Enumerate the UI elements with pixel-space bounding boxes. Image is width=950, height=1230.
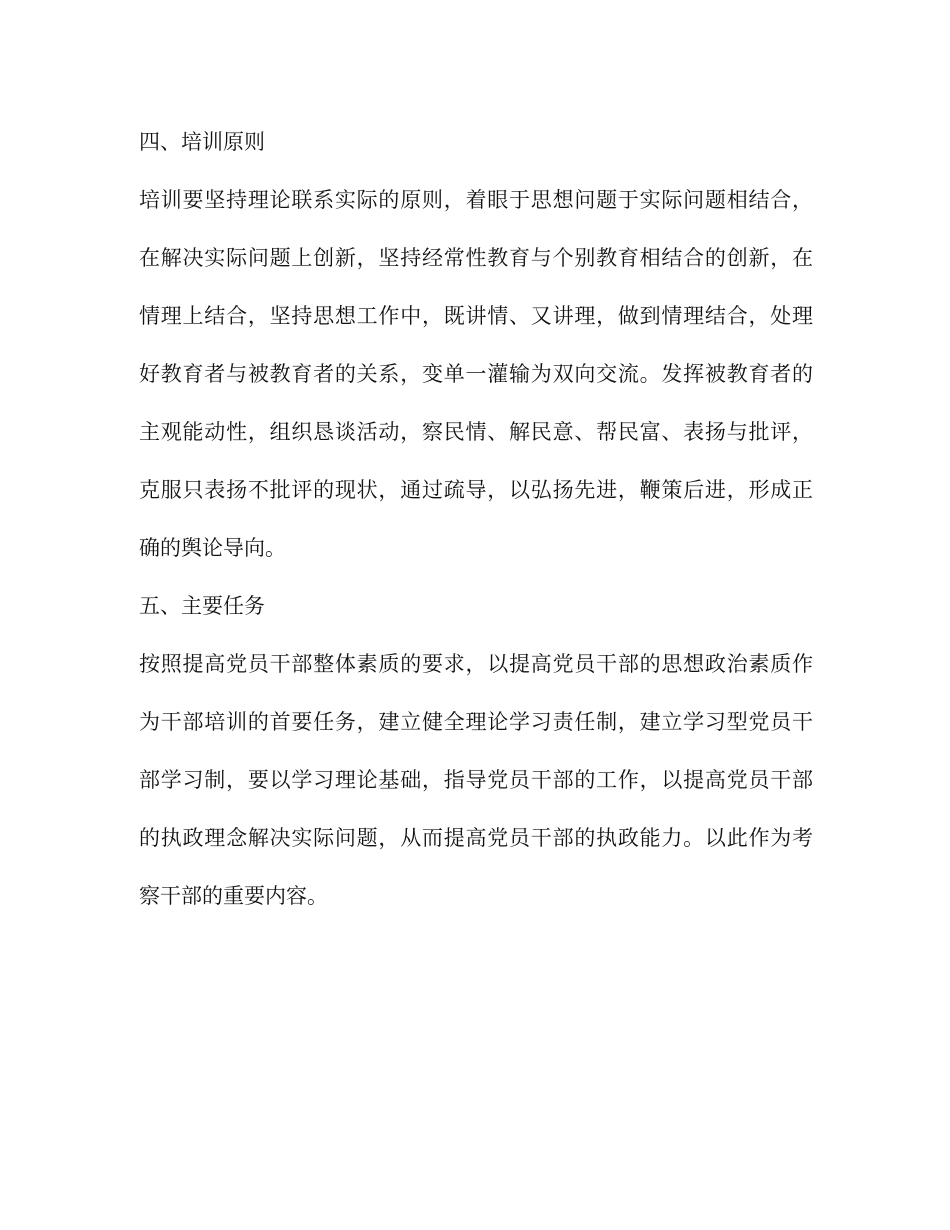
paragraph-line: 克服只表扬不批评的现状，通过疏导，以弘扬先进，鞭策后进，形成正	[139, 478, 813, 502]
paragraph-line: 部学习制，要以学习理论基础，指导党员干部的工作，以提高党员干部	[139, 768, 813, 792]
paragraph-line: 主观能动性，组织恳谈活动，察民情、解民意、帮民富、表扬与批评，	[139, 420, 813, 444]
paragraph-line: 在解决实际问题上创新，坚持经常性教育与个别教育相结合的创新，在	[139, 246, 813, 270]
paragraph-line: 为干部培训的首要任务，建立健全理论学习责任制，建立学习型党员干	[139, 710, 813, 734]
paragraph-line: 培训要坚持理论联系实际的原则，着眼于思想问题于实际问题相结合，	[139, 188, 813, 212]
section-heading: 四、培训原则	[139, 130, 265, 154]
section-heading: 五、主要任务	[139, 594, 265, 618]
document-body	[139, 124, 813, 936]
paragraph-line: 情理上结合，坚持思想工作中，既讲情、又讲理，做到情理结合，处理	[139, 304, 813, 328]
paragraph-line: 确的舆论导向。	[139, 536, 286, 560]
paragraph-line: 好教育者与被教育者的关系，变单一灌输为双向交流。发挥被教育者的	[139, 362, 813, 386]
paragraph-line: 察干部的重要内容。	[139, 884, 328, 908]
paragraph-line: 按照提高党员干部整体素质的要求，以提高党员干部的思想政治素质作	[139, 652, 813, 676]
paragraph-line: 的执政理念解决实际问题，从而提高党员干部的执政能力。以此作为考	[139, 826, 813, 850]
